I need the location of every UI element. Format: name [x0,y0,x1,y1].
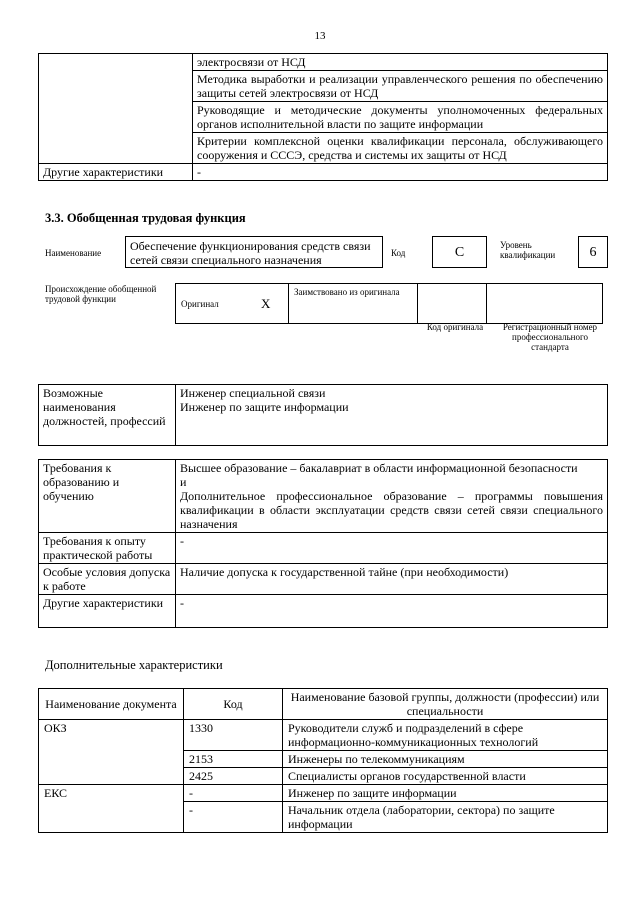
table-row [39,533,608,564]
level-box: 6 [578,236,608,268]
borrowed-cell: Заимствовано из оригинала [289,284,418,324]
table-row [39,595,608,628]
table-row [39,564,608,595]
header-cell: Наименование документа [39,689,184,720]
table-cell: Критерии комплексной оценки квалификации персонала, обслуживающего сооружения и СССЭ, средства и системы их защиты от НСД [193,133,608,164]
table-cell: электросвязи от НСД [193,54,608,71]
table-row [39,54,608,71]
table-row [39,385,608,446]
table-row [176,284,603,324]
additional-heading: Дополнительные характеристики [45,658,223,672]
code-cell: 1330 [184,720,283,751]
origin-label: Происхождение обобщенной трудовой функции [45,284,157,304]
original-cell: Оригинал [176,284,257,324]
origin-table [175,283,603,324]
requirement-label: Требования к опыту практической работы [39,533,176,564]
table-row [39,460,608,533]
reg-number-caption: Регистрационный номер профессионального стандарта [502,322,598,352]
name-cell: Инженеры по телекоммуникациям [283,751,608,768]
requirement-label: Особые условия допуска к работе [39,564,176,595]
name-label: Наименование [45,248,102,258]
positions-value [176,385,608,446]
requirement-label: Требования к образованию и обучению [39,460,176,533]
reg-number-cell [487,284,603,324]
table-cell-label: Другие характеристики [39,164,193,181]
table-cell: Методика выработки и реализации управленческого решения по обеспечению защиты сетей электросвязи от НСД [193,71,608,102]
requirement-value: - [176,595,608,628]
table-cell: Руководящие и методические документы уполномоченных федеральных органов исполнительной власти по защите информации [193,102,608,133]
name-cell: Инженер по защите информации [283,785,608,802]
doc-cell: ЕКС [39,785,184,833]
table-row [39,720,608,751]
code-cell: - [184,785,283,802]
requirement-value: Высшее образование – бакалавриат в области информационной безопасности и Дополнительное профессиональное образование – программы повышения квалификации в области эксплуатации средств связи сетей связи специального назначения [176,460,608,533]
requirement-value: Наличие допуска к государственной тайне (при необходимости) [176,564,608,595]
code-label: Код [391,248,406,258]
code-cell: 2425 [184,768,283,785]
name-cell: Начальник отдела (лаборатории, сектора) по защите информации [283,802,608,833]
position-line: Инженер специальной связи [180,386,326,400]
knowledge-table [38,53,608,181]
header-cell: Код [184,689,283,720]
requirement-value: - [176,533,608,564]
level-label: Уровень квалификации [500,240,556,260]
doc-cell: ОКЗ [39,720,184,785]
additional-table [38,688,608,833]
table-header-row [39,689,608,720]
table-row [39,164,608,181]
positions-table [38,384,608,446]
code-original-cell [418,284,487,324]
requirements-table [38,459,608,628]
requirement-label: Другие характеристики [39,595,176,628]
name-cell: Руководители служб и подразделений в сфере информационно-коммуникационных технологий [283,720,608,751]
positions-label: Возможные наименования должностей, профессий [39,385,176,446]
name-cell: Специалисты органов государственной власти [283,768,608,785]
position-line: Инженер по защите информации [180,400,349,414]
table-cell-label [39,54,193,164]
otf-name-box: Обеспечение функционирования средств связи сетей связи специального назначения [125,236,383,268]
code-cell: - [184,802,283,833]
table-row [39,785,608,802]
original-mark: X [256,284,289,324]
code-box: C [432,236,487,268]
page-number: 13 [314,30,326,42]
header-cell: Наименование базовой группы, должности (профессии) или специальности [283,689,608,720]
section-heading: 3.3. Обобщенная трудовая функция [45,211,246,225]
code-original-caption: Код оригинала [426,322,484,332]
code-cell: 2153 [184,751,283,768]
table-cell: - [193,164,608,181]
